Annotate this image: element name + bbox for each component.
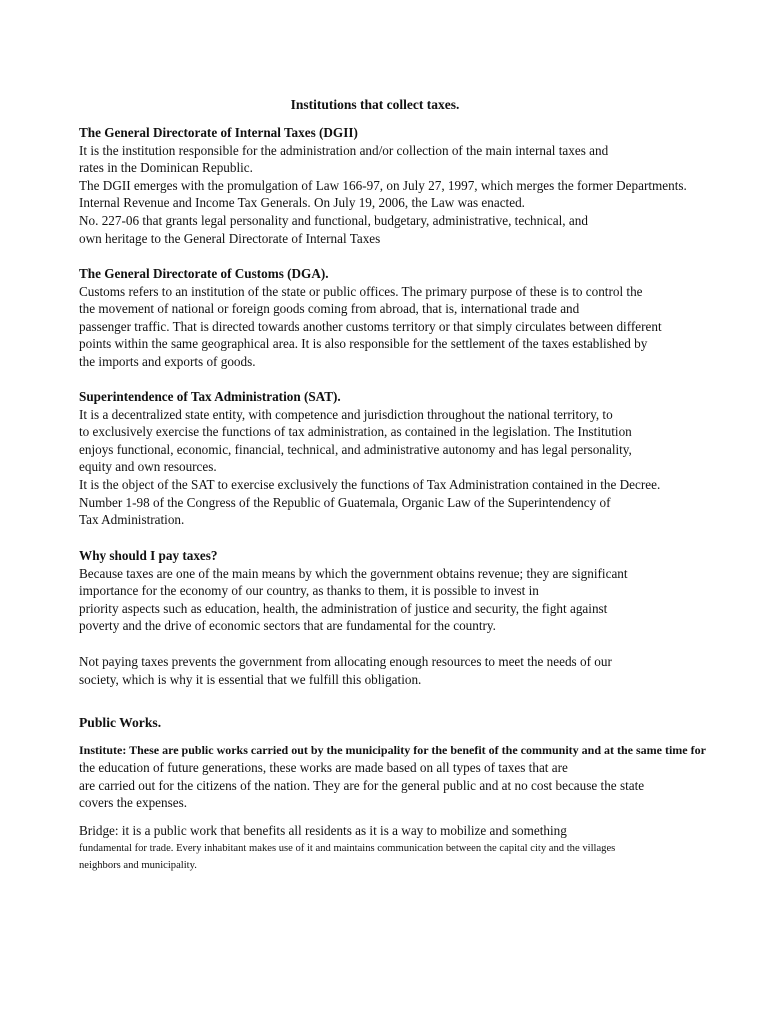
paragraph-line: No. 227-06 that grants legal personality and functional, budgetary, administrative, technical, and xyxy=(79,212,588,228)
paragraph-line: Internal Revenue and Income Tax Generals. On July 19, 2006, the Law was enacted. xyxy=(79,195,525,211)
paragraph-line: It is the object of the SAT to exercise exclusively the functions of Tax Administration contained in the Decree. xyxy=(79,476,661,492)
paragraph-line: equity and own resources. xyxy=(79,459,217,475)
paragraph-line: to exclusively exercise the functions of tax administration, as contained in the legislation. The Institution xyxy=(79,424,632,440)
bridge-line: Bridge: it is a public work that benefits all residents as it is a way to mobilize and something xyxy=(79,823,567,838)
paragraph-bridge xyxy=(79,822,768,874)
paragraph-line: Because taxes are one of the main means by which the government obtains revenue; they are significant xyxy=(79,565,628,581)
paragraph-line: points within the same geographical area. It is also responsible for the settlement of the taxes established by xyxy=(79,336,648,352)
paragraph-line: priority aspects such as education, health, the administration of justice and security, the fight against xyxy=(79,600,608,616)
section-heading-dgii: The General Directorate of Internal Taxes (DGII) xyxy=(79,125,358,140)
paragraph-line: poverty and the drive of economic sectors that are fundamental for the country. xyxy=(79,618,496,634)
paragraph-not-paying xyxy=(79,653,768,688)
paragraph-line-small: fundamental for trade. Every inhabitant makes use of it and maintains communication between the capital city and the villages xyxy=(79,842,616,854)
section-heading-public-works: Public Works. xyxy=(79,715,162,730)
paragraph-line: It is a decentralized state entity, with competence and jurisdiction throughout the national territory, to xyxy=(79,406,613,422)
paragraph-line: are carried out for the citizens of the nation. They are for the general public and at no cost because the state xyxy=(79,777,645,793)
document-title: Institutions that collect taxes. xyxy=(290,97,460,112)
paragraph-line: It is the institution responsible for the administration and/or collection of the main internal taxes and xyxy=(79,142,609,158)
paragraph-line: Number 1-98 of the Congress of the Republic of Guatemala, Organic Law of the Superintendency of xyxy=(79,494,611,510)
paragraph-line: the movement of national or foreign goods coming from abroad, that is, international trade and xyxy=(79,301,580,317)
section-public-works xyxy=(79,714,768,732)
paragraph-line: Not paying taxes prevents the government from allocating enough resources to meet the needs of our xyxy=(79,654,612,669)
paragraph-line: Tax Administration. xyxy=(79,512,185,528)
section-heading-sat: Superintendence of Tax Administration (SAT). xyxy=(79,389,341,404)
paragraph-line: Customs refers to an institution of the state or public offices. The primary purpose of these is to control the xyxy=(79,283,643,299)
paragraph-line: enjoys functional, economic, financial, technical, and administrative autonomy and has legal personality, xyxy=(79,441,632,457)
paragraph-institute xyxy=(79,742,768,812)
section-heading-why: Why should I pay taxes? xyxy=(79,548,218,563)
paragraph-line: the imports and exports of goods. xyxy=(79,353,256,369)
paragraph-line: importance for the economy of our country, as thanks to them, it is possible to invest in xyxy=(79,583,539,599)
paragraph-line: society, which is why it is essential that we fulfill this obligation. xyxy=(79,671,422,687)
paragraph-line: covers the expenses. xyxy=(79,795,188,811)
section-sat xyxy=(79,388,768,529)
section-dgii xyxy=(79,124,768,247)
paragraph-line: the education of future generations, these works are made based on all types of taxes that are xyxy=(79,760,568,775)
paragraph-line: rates in the Dominican Republic. xyxy=(79,160,253,176)
section-why-pay-taxes xyxy=(79,547,768,635)
paragraph-line: The DGII emerges with the promulgation of Law 166-97, on July 27, 1997, which merges the former Departments. xyxy=(79,177,687,193)
paragraph-line: passenger traffic. That is directed towards another customs territory or that simply circulates between different xyxy=(79,318,662,334)
paragraph-line: own heritage to the General Directorate of Internal Taxes xyxy=(79,230,381,246)
paragraph-line-small: neighbors and municipality. xyxy=(79,859,197,871)
section-heading-dga: The General Directorate of Customs (DGA). xyxy=(79,266,329,281)
section-dga xyxy=(79,265,768,371)
institute-line: Institute: These are public works carried out by the municipality for the benefit of the community and at the same time for xyxy=(79,743,706,757)
